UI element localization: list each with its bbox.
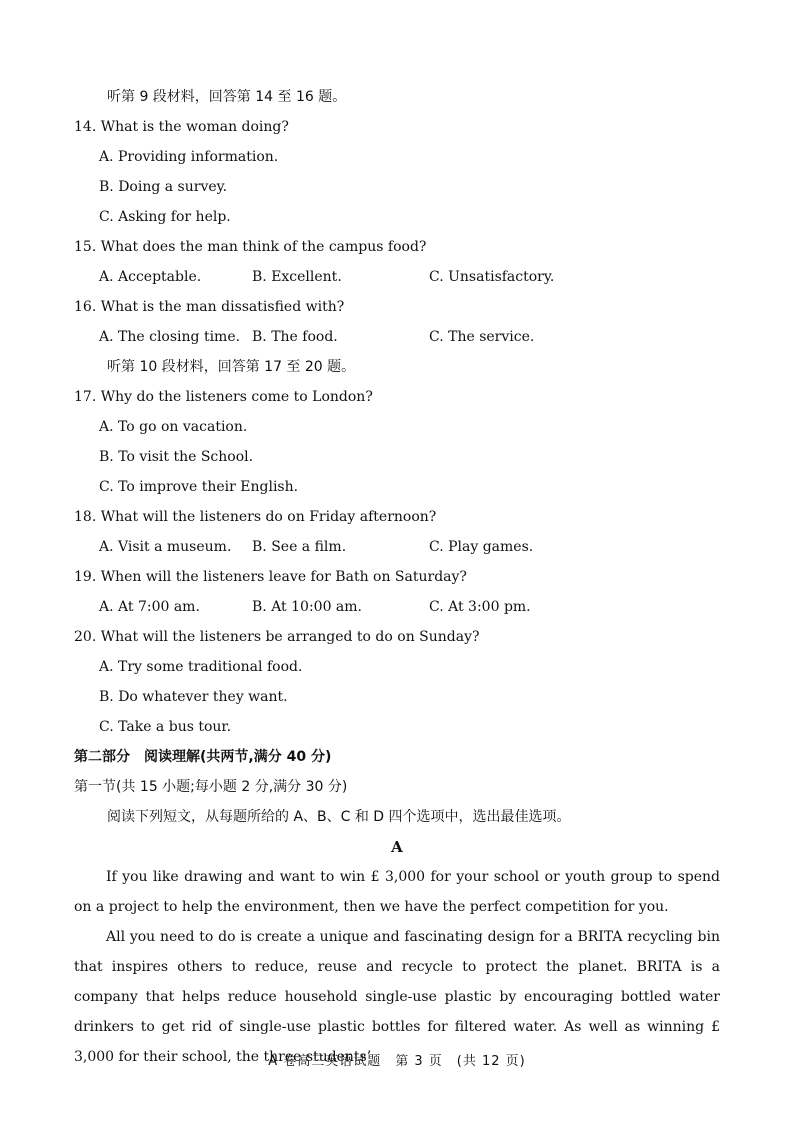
question-15-option-a: A. Acceptable. [99, 269, 202, 285]
part-two-heading: 第二部分 阅读理解(共两节,满分 40 分) [74, 749, 332, 765]
question-18-option-b: B. See a film. [252, 539, 347, 555]
page-footer: A 卷高三英语试题 第 3 页 (共 12 页) [268, 1054, 526, 1069]
paragraph-2-text: All you need to do is create a unique and fascinating design for a BRITA recycling bin that inspires others to reduce, reuse and recycle to protect the planet. BRITA is a company that helps reduce household single-use plastic by encouraging bottled water drinkers to get rid of single-use plastic bottles for filtered water. As well as winning £ 3,000 for their school, the three students’ [74, 929, 720, 1065]
question-16-option-c: C. The service. [429, 329, 535, 345]
question-17-option-a: A. To go on vacation. [99, 419, 248, 435]
question-19-option-c: C. At 3:00 pm. [429, 599, 531, 615]
question-15-option-c: C. Unsatisfactory. [429, 269, 555, 285]
reading-instructions: 阅读下列短文，从每题所给的 A、B、C 和 D 四个选项中，选出最佳选项。 [107, 809, 571, 825]
question-16-option-b: B. The food. [252, 329, 338, 345]
passage-paragraph-1 [74, 862, 720, 922]
section-one-heading: 第一节(共 15 小题;每小题 2 分,满分 30 分) [74, 779, 348, 795]
section10-intro: 听第 10 段材料，回答第 17 至 20 题。 [107, 359, 356, 375]
question-18-option-a: A. Visit a museum. [99, 539, 232, 555]
question-14-option-b: B. Doing a survey. [99, 179, 228, 195]
section9-intro: 听第 9 段材料，回答第 14 至 16 题。 [107, 89, 347, 105]
question-19-option-a: A. At 7:00 am. [99, 599, 200, 615]
question-19-option-b: B. At 10:00 am. [252, 599, 362, 615]
passage-label: A [391, 838, 403, 856]
question-18-option-c: C. Play games. [429, 539, 534, 555]
question-20-stem: 20. What will the listeners be arranged to do on Sunday? [74, 629, 480, 645]
question-15-option-b: B. Excellent. [252, 269, 342, 285]
question-19-stem: 19. When will the listeners leave for Bath on Saturday? [74, 569, 467, 585]
question-20-option-b: B. Do whatever they want. [99, 689, 288, 705]
question-16-option-a: A. The closing time. [99, 329, 241, 345]
question-17-option-b: B. To visit the School. [99, 449, 254, 465]
question-17-option-c: C. To improve their English. [99, 479, 299, 495]
question-18-stem: 18. What will the listeners do on Friday afternoon? [74, 509, 437, 525]
question-20-option-a: A. Try some traditional food. [99, 659, 303, 675]
question-14-stem: 14. What is the woman doing? [74, 119, 289, 135]
question-15-stem: 15. What does the man think of the campus food? [74, 239, 427, 255]
question-14-option-c: C. Asking for help. [99, 209, 231, 225]
question-17-stem: 17. Why do the listeners come to London? [74, 389, 373, 405]
question-16-stem: 16. What is the man dissatisfied with? [74, 299, 345, 315]
paragraph-1-text: If you like drawing and want to win £ 3,000 for your school or youth group to spend on a project to help the environment, then we have the perfect competition for you. [74, 869, 720, 915]
question-20-option-c: C. Take a bus tour. [99, 719, 232, 735]
question-14-option-a: A. Providing information. [99, 149, 279, 165]
